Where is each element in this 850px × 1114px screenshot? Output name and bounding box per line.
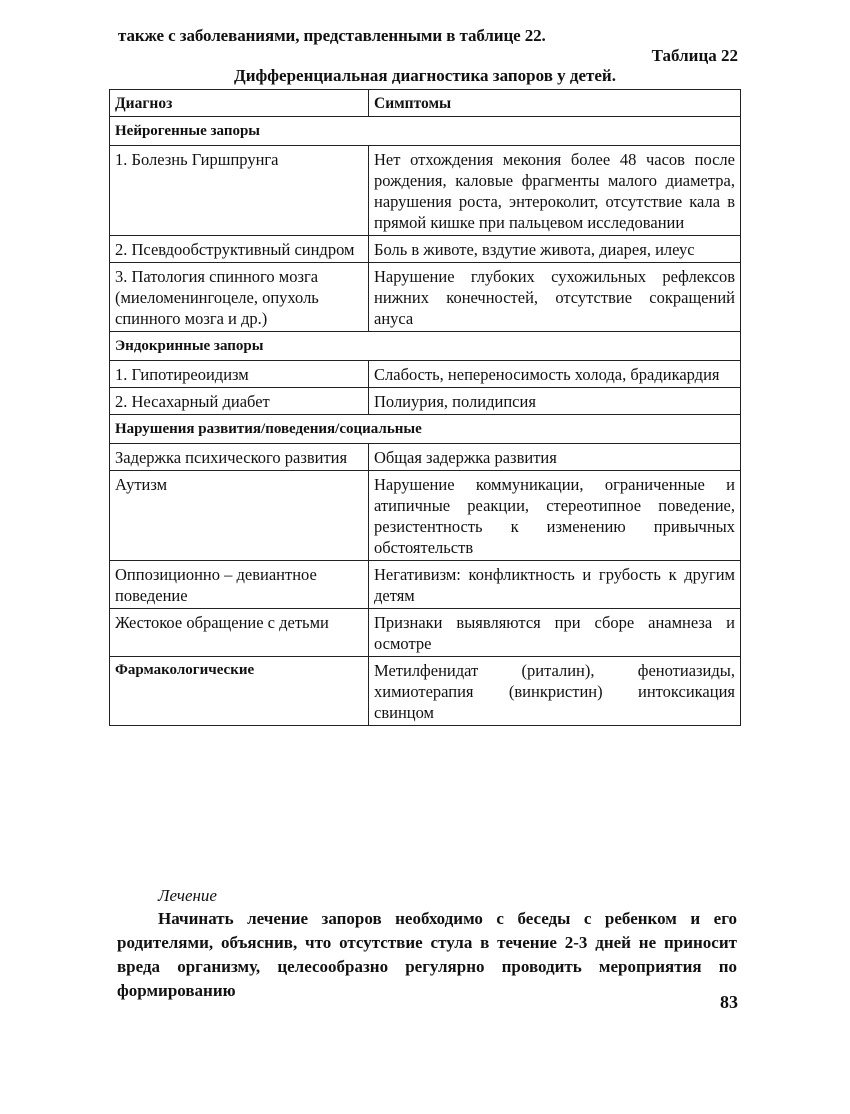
table-row [110,561,741,609]
diagnosis-cell: Аутизм [110,471,369,561]
treatment-paragraph: Начинать лечение запоров необходимо с беседы с ребенком и его родителями, объяснив, что отсутствие стула в течение 2-3 дней не приносит вреда организму, целесообразно регулярно проводить мероприятия по формированию [117,909,737,1000]
section-behavioral: Нарушения развития/поведения/социальные [110,415,741,444]
symptoms-cell: Метилфенидат (риталин), фенотиазиды, химиотерапия (винкристин) интоксикация свинцом [369,657,741,726]
section-row [110,332,741,361]
table-row [110,657,741,726]
diagnosis-cell: 1. Болезнь Гиршпрунга [110,146,369,236]
diagnosis-cell: Задержка психического развития [110,444,369,471]
section-endocrine: Эндокринные запоры [110,332,741,361]
diagnosis-cell: Фармакологические [110,657,369,726]
section-row [110,117,741,146]
header-symptoms: Симптомы [369,90,741,117]
diagnosis-cell: 2. Несахарный диабет [110,388,369,415]
section-row [110,415,741,444]
diagnosis-cell: 1. Гипотиреоидизм [110,361,369,388]
table-row [110,388,741,415]
symptoms-cell: Нарушение глубоких сухожильных рефлексов нижних конечностей, отсутствие сокращений ануса [369,263,741,332]
diagnosis-cell: 2. Псевдообструктивный синдром [110,236,369,263]
symptoms-cell: Общая задержка развития [369,444,741,471]
table-number: Таблица 22 [651,46,738,65]
table-row [110,609,741,657]
symptoms-cell: Слабость, непереносимость холода, брадикардия [369,361,741,388]
diagnosis-table [109,89,741,726]
table-row [110,236,741,263]
header-diagnosis: Диагноз [110,90,369,117]
diagnosis-cell: Оппозиционно – девиантное поведение [110,561,369,609]
page-number: 83 [720,992,738,1012]
table-row [110,444,741,471]
diagnosis-cell: 3. Патология спинного мозга (миеломенингоцеле, опухоль спинного мозга и др.) [110,263,369,332]
table-title: Дифференциальная диагностика запоров у детей. [234,66,616,85]
symptoms-cell: Нет отхождения мекония более 48 часов после рождения, каловые фрагменты малого диаметра, нарушения роста, энтероколит, отсутствие кала в прямой кишке при пальцевом исследовании [369,146,741,236]
symptoms-cell: Полиурия, полидипсия [369,388,741,415]
symptoms-cell: Боль в животе, вздутие живота, диарея, илеус [369,236,741,263]
section-neurogenic: Нейрогенные запоры [110,117,741,146]
symptoms-cell: Нарушение коммуникации, ограниченные и атипичные реакции, стереотипное поведение, резистентность к изменению привычных обстоятельств [369,471,741,561]
treatment-heading: Лечение [158,886,217,905]
intro-text: также с заболеваниями, представленными в таблице 22. [118,26,546,45]
table-row [110,361,741,388]
diagnosis-cell: Жестокое обращение с детьми [110,609,369,657]
table-row [110,471,741,561]
table-header-row [110,90,741,117]
symptoms-cell: Негативизм: конфликтность и грубость к другим детям [369,561,741,609]
table-row [110,263,741,332]
table-row [110,146,741,236]
symptoms-cell: Признаки выявляются при сборе анамнеза и осмотре [369,609,741,657]
